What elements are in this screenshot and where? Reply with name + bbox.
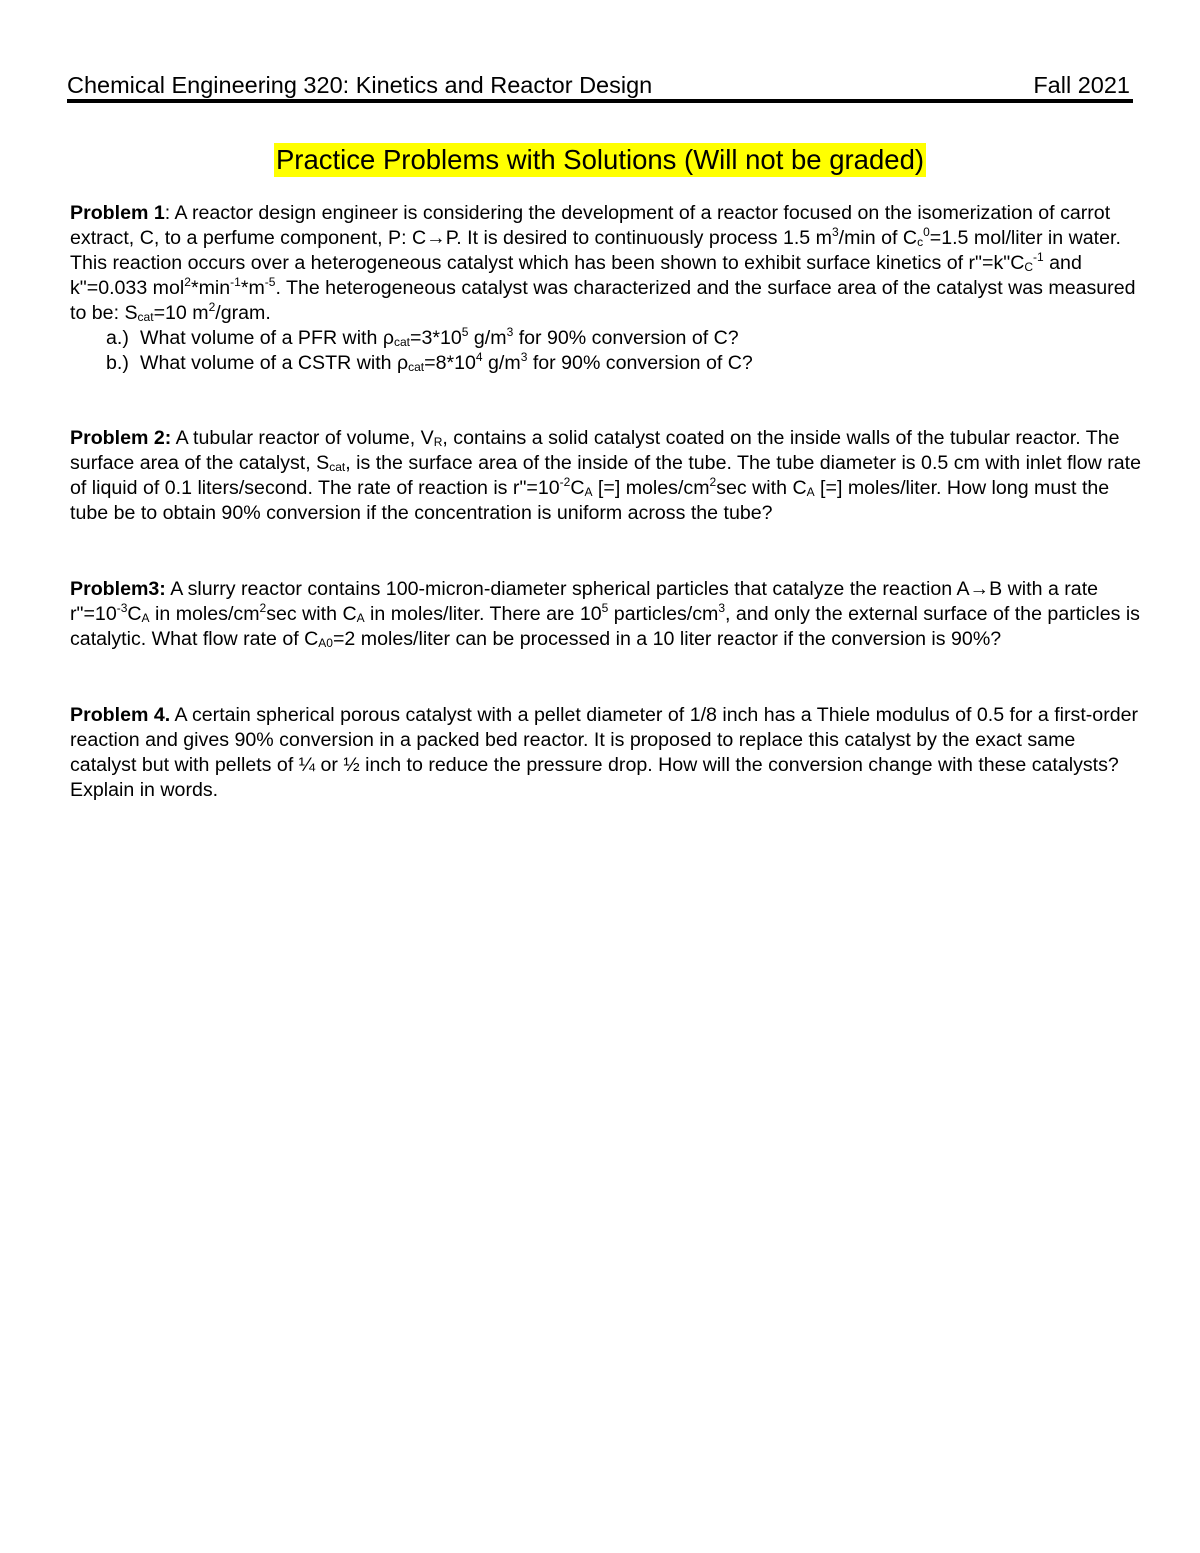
subscript: C (1024, 260, 1034, 274)
problem-4-text: A certain spherical porous catalyst with a pellet diameter of 1/8 inch has a Thiele modulus of 0.5 for a first-order reaction and gives 90% conversion in a packed bed reactor. It is proposed to replace this catalyst by the exact same catalyst but with pellets of ¼ or ½ inch to reduce the pressure drop. How will the conversion change with these catalysts? Explain in words. (70, 704, 1139, 801)
subscript: A (141, 611, 150, 625)
problem-1-text: . The heterogeneous catalyst was characterized and the surface area of the catalyst was measured to be: S (70, 277, 1136, 324)
problem-3-label: Problem3: (70, 578, 166, 600)
problem-1-text: and k"=0.033 mol (70, 252, 1082, 299)
problem-3-text: particles/cm (608, 603, 719, 625)
problem-1-text: =1.5 mol/liter in water. This reaction occurs over a heterogeneous catalyst which has been shown to exhibit surface kinetics of r"=k"C (70, 227, 1121, 274)
problem-3-text: C (127, 603, 142, 625)
superscript: -1 (1033, 250, 1044, 264)
superscript: -1 (230, 275, 241, 289)
problem-3-text: sec with C (266, 603, 357, 625)
subscript: R (433, 435, 443, 449)
superscript: 5 (461, 325, 469, 339)
subquestion-a-marker: a.) (106, 327, 129, 349)
subquestion-b (106, 351, 1145, 376)
subscript: cat (137, 310, 154, 324)
problem-3-text: , and only the external surface of the particles is catalytic. What flow rate of C (70, 603, 1140, 650)
subscript: A (356, 611, 365, 625)
subscript: cat (329, 460, 346, 474)
subquestion-b-text: g/m (482, 352, 521, 374)
problem-2-text: sec with C (716, 477, 807, 499)
page-title: Practice Problems with Solutions (Will not be graded) (275, 144, 925, 175)
problem-1 (70, 201, 1145, 326)
superscript: 2 (709, 475, 717, 489)
spacer (70, 526, 1145, 577)
problem-4-label: Problem 4. (70, 704, 171, 726)
subquestion-a-text: What volume of a PFR with ρ (140, 327, 394, 349)
problem-3-text: =2 moles/liter can be processed in a 10 liter reactor if the conversion is 90%? (332, 628, 1002, 650)
superscript: -3 (116, 601, 128, 615)
subscript: A (806, 485, 815, 499)
spacer (70, 652, 1145, 703)
problem-1-text: : A reactor design engineer is considering the development of a reactor focused on the isomerization of carrot extract, C, to a perfume component, P: C→P. It is desired to continuously process 1.5 m (70, 202, 1111, 249)
problem-1-text: *m (240, 277, 265, 299)
subscript: c (917, 235, 924, 249)
subquestion-b-text: What volume of a CSTR with ρ (140, 352, 409, 374)
problem-2 (70, 426, 1145, 526)
superscript: 4 (475, 350, 483, 364)
problem-2-text: , contains a solid catalyst coated on the inside walls of the tubular reactor. The surface area of the catalyst, S (70, 427, 1120, 474)
superscript: 2 (184, 275, 191, 289)
superscript: 5 (601, 601, 609, 615)
superscript: -2 (559, 475, 571, 489)
title-block (0, 143, 1200, 177)
superscript: 2 (208, 300, 216, 314)
problem-1-subquestions (70, 326, 1145, 376)
header-rule (67, 99, 1133, 103)
subscript: A (584, 485, 593, 499)
problem-1-text: /gram. (215, 302, 271, 324)
superscript: 0 (923, 225, 930, 239)
subquestion-b-marker: b.) (106, 352, 129, 374)
problem-3 (70, 577, 1145, 652)
problem-2-label: Problem 2: (70, 427, 172, 449)
problem-3-text: in moles/cm (149, 603, 260, 625)
subquestion-a-text: g/m (468, 327, 507, 349)
superscript: 2 (259, 601, 267, 615)
superscript: 3 (718, 601, 726, 615)
problem-2-text: [=] moles/cm (592, 477, 710, 499)
subscript: A0 (318, 636, 333, 650)
problem-1-text: /min of C (838, 227, 918, 249)
subscript: cat (408, 360, 425, 374)
subquestion-b-text: for 90% conversion of C? (527, 352, 753, 374)
problem-1-text: *min (190, 277, 231, 299)
term-label: Fall 2021 (1033, 72, 1130, 98)
problem-3-text: in moles/liter. There are 10 (364, 603, 602, 625)
problem-2-text: A tubular reactor of volume, V (171, 427, 434, 449)
subquestion-b-text: =8*10 (424, 352, 476, 374)
subquestion-a-text: =3*10 (410, 327, 462, 349)
problems-section (70, 201, 1145, 803)
superscript: -5 (264, 275, 276, 289)
course-title: Chemical Engineering 320: Kinetics and Reactor Design (67, 72, 653, 98)
problem-2-text: [=] moles/liter. How long must the tube be to obtain 90% conversion if the concentration is uniform across the tube? (70, 477, 1110, 524)
superscript: 3 (506, 325, 514, 339)
problem-4 (70, 703, 1145, 803)
problem-1-label: Problem 1 (70, 202, 165, 224)
spacer (70, 376, 1145, 426)
subquestion-a (106, 326, 1145, 351)
subquestion-a-text: for 90% conversion of C? (513, 327, 739, 349)
superscript: 3 (831, 225, 839, 239)
problem-1-text: =10 m (153, 302, 209, 324)
problem-3-text: A slurry reactor contains 100-micron-diameter spherical particles that catalyze the reaction A→B with a rate r"=10 (70, 578, 1099, 625)
superscript: 3 (520, 350, 528, 364)
problem-2-text: C (570, 477, 585, 499)
subscript: cat (393, 335, 410, 349)
problem-2-text: , is the surface area of the inside of the tube. The tube diameter is 0.5 cm with inlet flow rate of liquid of 0.1 liters/second. The rate of reaction is r"=10 (70, 452, 1142, 499)
